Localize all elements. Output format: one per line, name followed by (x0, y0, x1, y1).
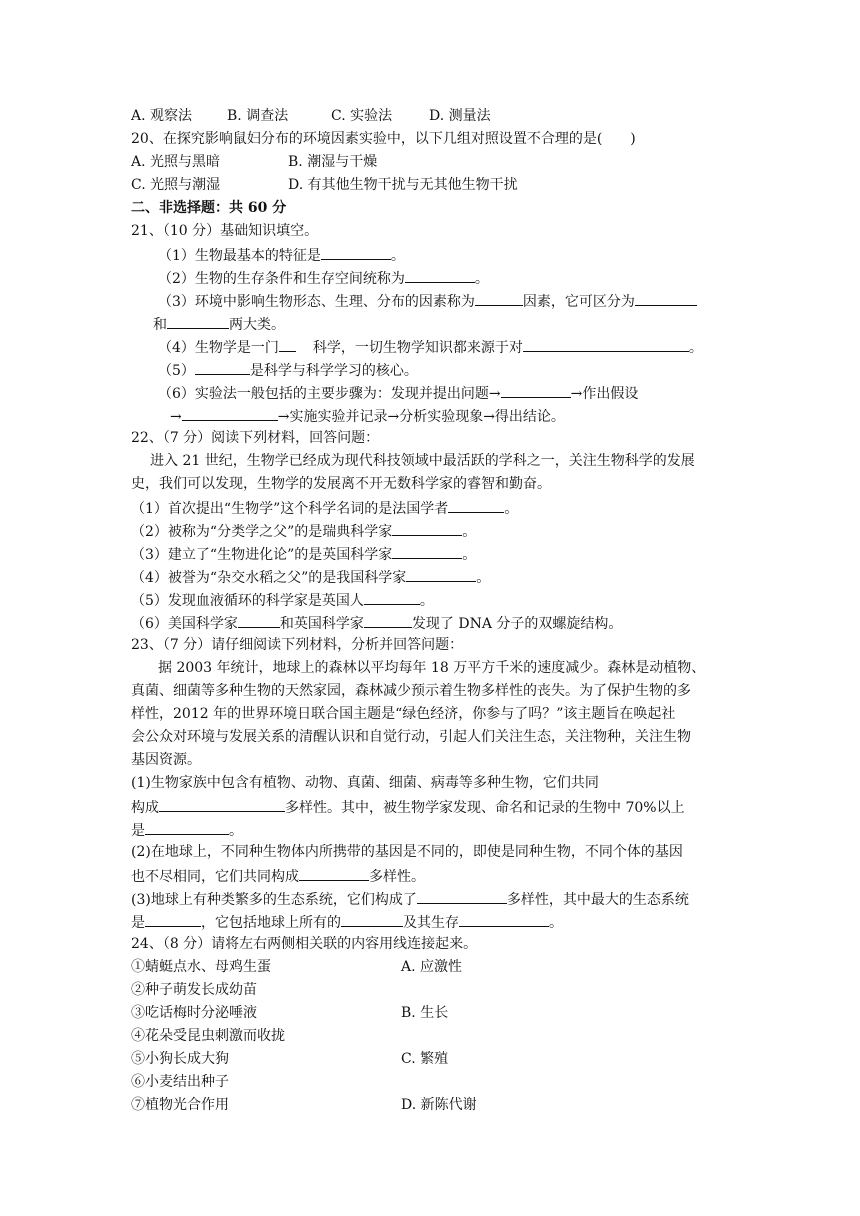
q21-item-4-mid: 科学，一切生物学知识都来源于对 (312, 340, 523, 356)
q21-stem: 21、（10 分）基础知识填空。 (131, 223, 319, 239)
q22-item-1 (131, 497, 518, 519)
q21-item-6 (158, 382, 638, 404)
q21-item-1-text: （1）生物最基本的特征是 (158, 248, 321, 264)
q21-item-6-arrow: → (170, 409, 182, 425)
q23-item-1-cont (131, 796, 685, 818)
q24-right-item-a: A. 应激性 (401, 959, 463, 975)
q22-item-4-text: （4）被誉为“杂交水稻之父”的是我国科学家 (131, 570, 407, 586)
q21-item-2 (158, 267, 489, 289)
q21-item-5-num: （5） (158, 363, 195, 379)
q23-item-3-text: ，它包括地球上所有的 (201, 915, 341, 931)
section-title: 二、非选择题：共 60 分 (131, 200, 287, 216)
blank (145, 911, 201, 927)
q21-item-3-mid: 因素，它可区分为 (522, 294, 635, 310)
q24-right-item-c: C. 繁殖 (401, 1051, 449, 1067)
blank (501, 382, 571, 398)
q24-right-item-d: D. 新陈代谢 (401, 1097, 477, 1113)
q24-left-item-4: ④花朵受昆虫刺激而收拢 (131, 1028, 285, 1044)
q23-material-line-2: 真菌、细菌等多种生物的天然家园，森林减少预示着生物多样性的丧失。为了保护生物的多 (131, 683, 691, 699)
q22-item-5-text: （5）发现血液循环的科学家是英国人 (131, 593, 364, 609)
q21-item-6-cont (170, 405, 565, 427)
q22-item-6-text: （6）美国科学家 (131, 616, 238, 632)
q21-item-4 (158, 336, 703, 358)
blank (238, 612, 280, 628)
blank (364, 612, 412, 628)
q20-option-b: B. 潮湿与干燥 (288, 154, 378, 170)
q21-item-6-text: （6）实验法一般包括的主要步骤为：发现并提出问题→ (158, 386, 501, 402)
q21-item-6-mid: →作出假设 (570, 386, 639, 402)
q22-material-line-1: 进入 21 世纪，生物学已经成为现代科技领域中最活跃的学科之一，关注生物科学的发展 (150, 453, 695, 469)
blank (392, 520, 462, 536)
q20-option-a: A. 光照与黑暗 (131, 154, 221, 170)
q20-option-d: D. 有其他生物干扰与无其他生物干扰 (288, 177, 518, 193)
q23-item-1-is: 是 (131, 823, 145, 839)
q21-item-4-text: （4）生物学是一门 (158, 340, 279, 356)
q23-material-line-5: 基因资源。 (131, 752, 201, 768)
q21-item-6-end: →实施实验并记录→分析实验现象→得出结论。 (277, 409, 565, 425)
blank (195, 359, 250, 375)
q21-item-5-text: 是科学与科学学习的核心。 (249, 363, 418, 379)
q22-item-5-end: 。 (419, 593, 434, 609)
q23-material-line-3: 样性，2012 年的世界环境日联合国主题是“绿色经济，你参与了吗？”该主题旨在唤起社 (131, 706, 676, 722)
q21-item-3-and: 和 (153, 317, 167, 333)
q19-option-c: C. 实验法 (331, 108, 393, 124)
blank (299, 865, 369, 881)
blank (279, 336, 296, 352)
q22-item-4-end: 。 (476, 570, 491, 586)
q22-material-line-2: 史，我们可以发现，生物学的发展离不开无数科学家的睿智和勤奋。 (131, 476, 551, 492)
q23-item-2-cont (131, 865, 425, 887)
blank (448, 497, 504, 513)
q21-item-1 (158, 244, 405, 266)
q23-item-3-end: 。 (549, 915, 563, 931)
q23-item-2-end: 多样性。 (369, 869, 425, 885)
q22-item-2 (131, 520, 476, 542)
q22-item-6 (131, 612, 622, 634)
blank (364, 589, 420, 605)
blank (145, 819, 229, 835)
q22-item-6-mid: 和英国科学家 (279, 616, 364, 632)
q22-item-3 (131, 543, 476, 565)
q23-material-line-4: 会公众对环境与发展关系的清醒认识和自觉行动，引起人们关注生态，关注物种，关注生物 (131, 729, 691, 745)
q23-stem: 23、（7 分）请仔细阅读下列材料，分析并回答问题： (131, 637, 464, 653)
q21-item-2-end: 。 (474, 271, 489, 287)
q21-item-3 (158, 290, 697, 312)
blank (159, 796, 285, 812)
q23-item-1: (1)生物家族中包含有植物、动物、真菌、细菌、病毒等多种生物，它们共同 (131, 775, 599, 791)
blank (417, 888, 507, 904)
q23-item-3-mid2: 及其生存 (403, 915, 459, 931)
q20-option-c: C. 光照与潮湿 (131, 177, 221, 193)
q24-left-item-1: ①蜻蜓点水、母鸡生蛋 (131, 959, 271, 975)
q23-item-3-cont (131, 911, 563, 933)
blank (635, 290, 697, 306)
q24-right-item-b: B. 生长 (401, 1005, 449, 1021)
q22-item-3-end: 。 (462, 547, 477, 563)
q19-options (131, 106, 491, 126)
q23-item-3 (131, 888, 689, 910)
q22-item-2-text: （2）被称为“分类学之父”的是瑞典科学家 (131, 524, 393, 540)
q24-left-item-5: ⑤小狗长成大狗 (131, 1051, 229, 1067)
q22-item-5 (131, 589, 434, 611)
q24-left-item-2: ②种子萌发长成幼苗 (131, 982, 257, 998)
blank (523, 336, 689, 352)
q23-item-3-text: (3)地球上有种类繁多的生态系统，它们构成了 (131, 892, 417, 908)
q23-item-1-cont2 (131, 819, 243, 841)
q23-item-3-is: 是 (131, 915, 145, 931)
q22-item-1-text: （1）首次提出“生物学”这个科学名词的是法国学者 (131, 501, 449, 517)
q20-options-row1 (131, 152, 377, 172)
q21-item-5 (158, 359, 418, 381)
q22-stem: 22、（7 分）阅读下列材料，回答问题： (131, 430, 380, 446)
q21-item-3-text: （3）环境中影响生物形态、生理、分布的因素称为 (158, 294, 475, 310)
q19-option-a: A. 观察法 (131, 108, 193, 124)
q22-item-2-end: 。 (462, 524, 477, 540)
blank (167, 313, 229, 329)
q21-item-1-end: 。 (390, 248, 405, 264)
q22-item-4 (131, 566, 490, 588)
q23-item-1-end: 。 (229, 823, 243, 839)
q21-item-3-cont (153, 313, 285, 335)
q23-item-1-word: 构成 (131, 800, 159, 816)
q20-options-row2 (131, 175, 518, 195)
q23-item-3-mid: 多样性，其中最大的生态系统 (506, 892, 689, 908)
blank (321, 244, 391, 260)
q21-item-3-end: 两大类。 (229, 317, 285, 333)
q22-item-6-end: 发现了 DNA 分子的双螺旋结构。 (411, 616, 623, 632)
q23-item-1-text: 多样性。其中，被生物学家发现、命名和记录的生物中 70%以上 (285, 800, 685, 816)
q23-item-2: (2)在地球上，不同种生物体内所携带的基因是不同的，即使是同种生物，不同个体的基因 (131, 844, 683, 860)
q24-left-item-7: ⑦植物光合作用 (131, 1097, 229, 1113)
blank (182, 405, 278, 421)
q22-item-3-text: （3）建立了“生物进化论”的是英国科学家 (131, 547, 393, 563)
q21-item-2-text: （2）生物的生存条件和生存空间统称为 (158, 271, 405, 287)
blank (405, 267, 475, 283)
q19-option-b: B. 调查法 (227, 108, 289, 124)
blank (459, 911, 549, 927)
q24-left-item-6: ⑥小麦结出种子 (131, 1074, 229, 1090)
q24-stem: 24、（8 分）请将左右两侧相关联的内容用线连接起来。 (131, 936, 478, 952)
blank (392, 543, 462, 559)
blank (475, 290, 523, 306)
q23-material-line-1: 据 2003 年统计，地球上的森林以平均每年 18 万平方千米的速度减少。森林是动植物、 (158, 660, 706, 676)
q22-item-1-end: 。 (504, 501, 519, 517)
q19-option-d: D. 测量法 (429, 108, 491, 124)
q23-item-2-text: 也不尽相同，它们共同构成 (131, 869, 299, 885)
blank (341, 911, 403, 927)
blank (406, 566, 476, 582)
q21-item-4-end: 。 (688, 340, 703, 356)
q20-stem: 20、在探究影响鼠妇分布的环境因素实验中，以下几组对照设置不合理的是( ) (131, 131, 636, 147)
q24-left-item-3: ③吃话梅时分泌唾液 (131, 1005, 257, 1021)
